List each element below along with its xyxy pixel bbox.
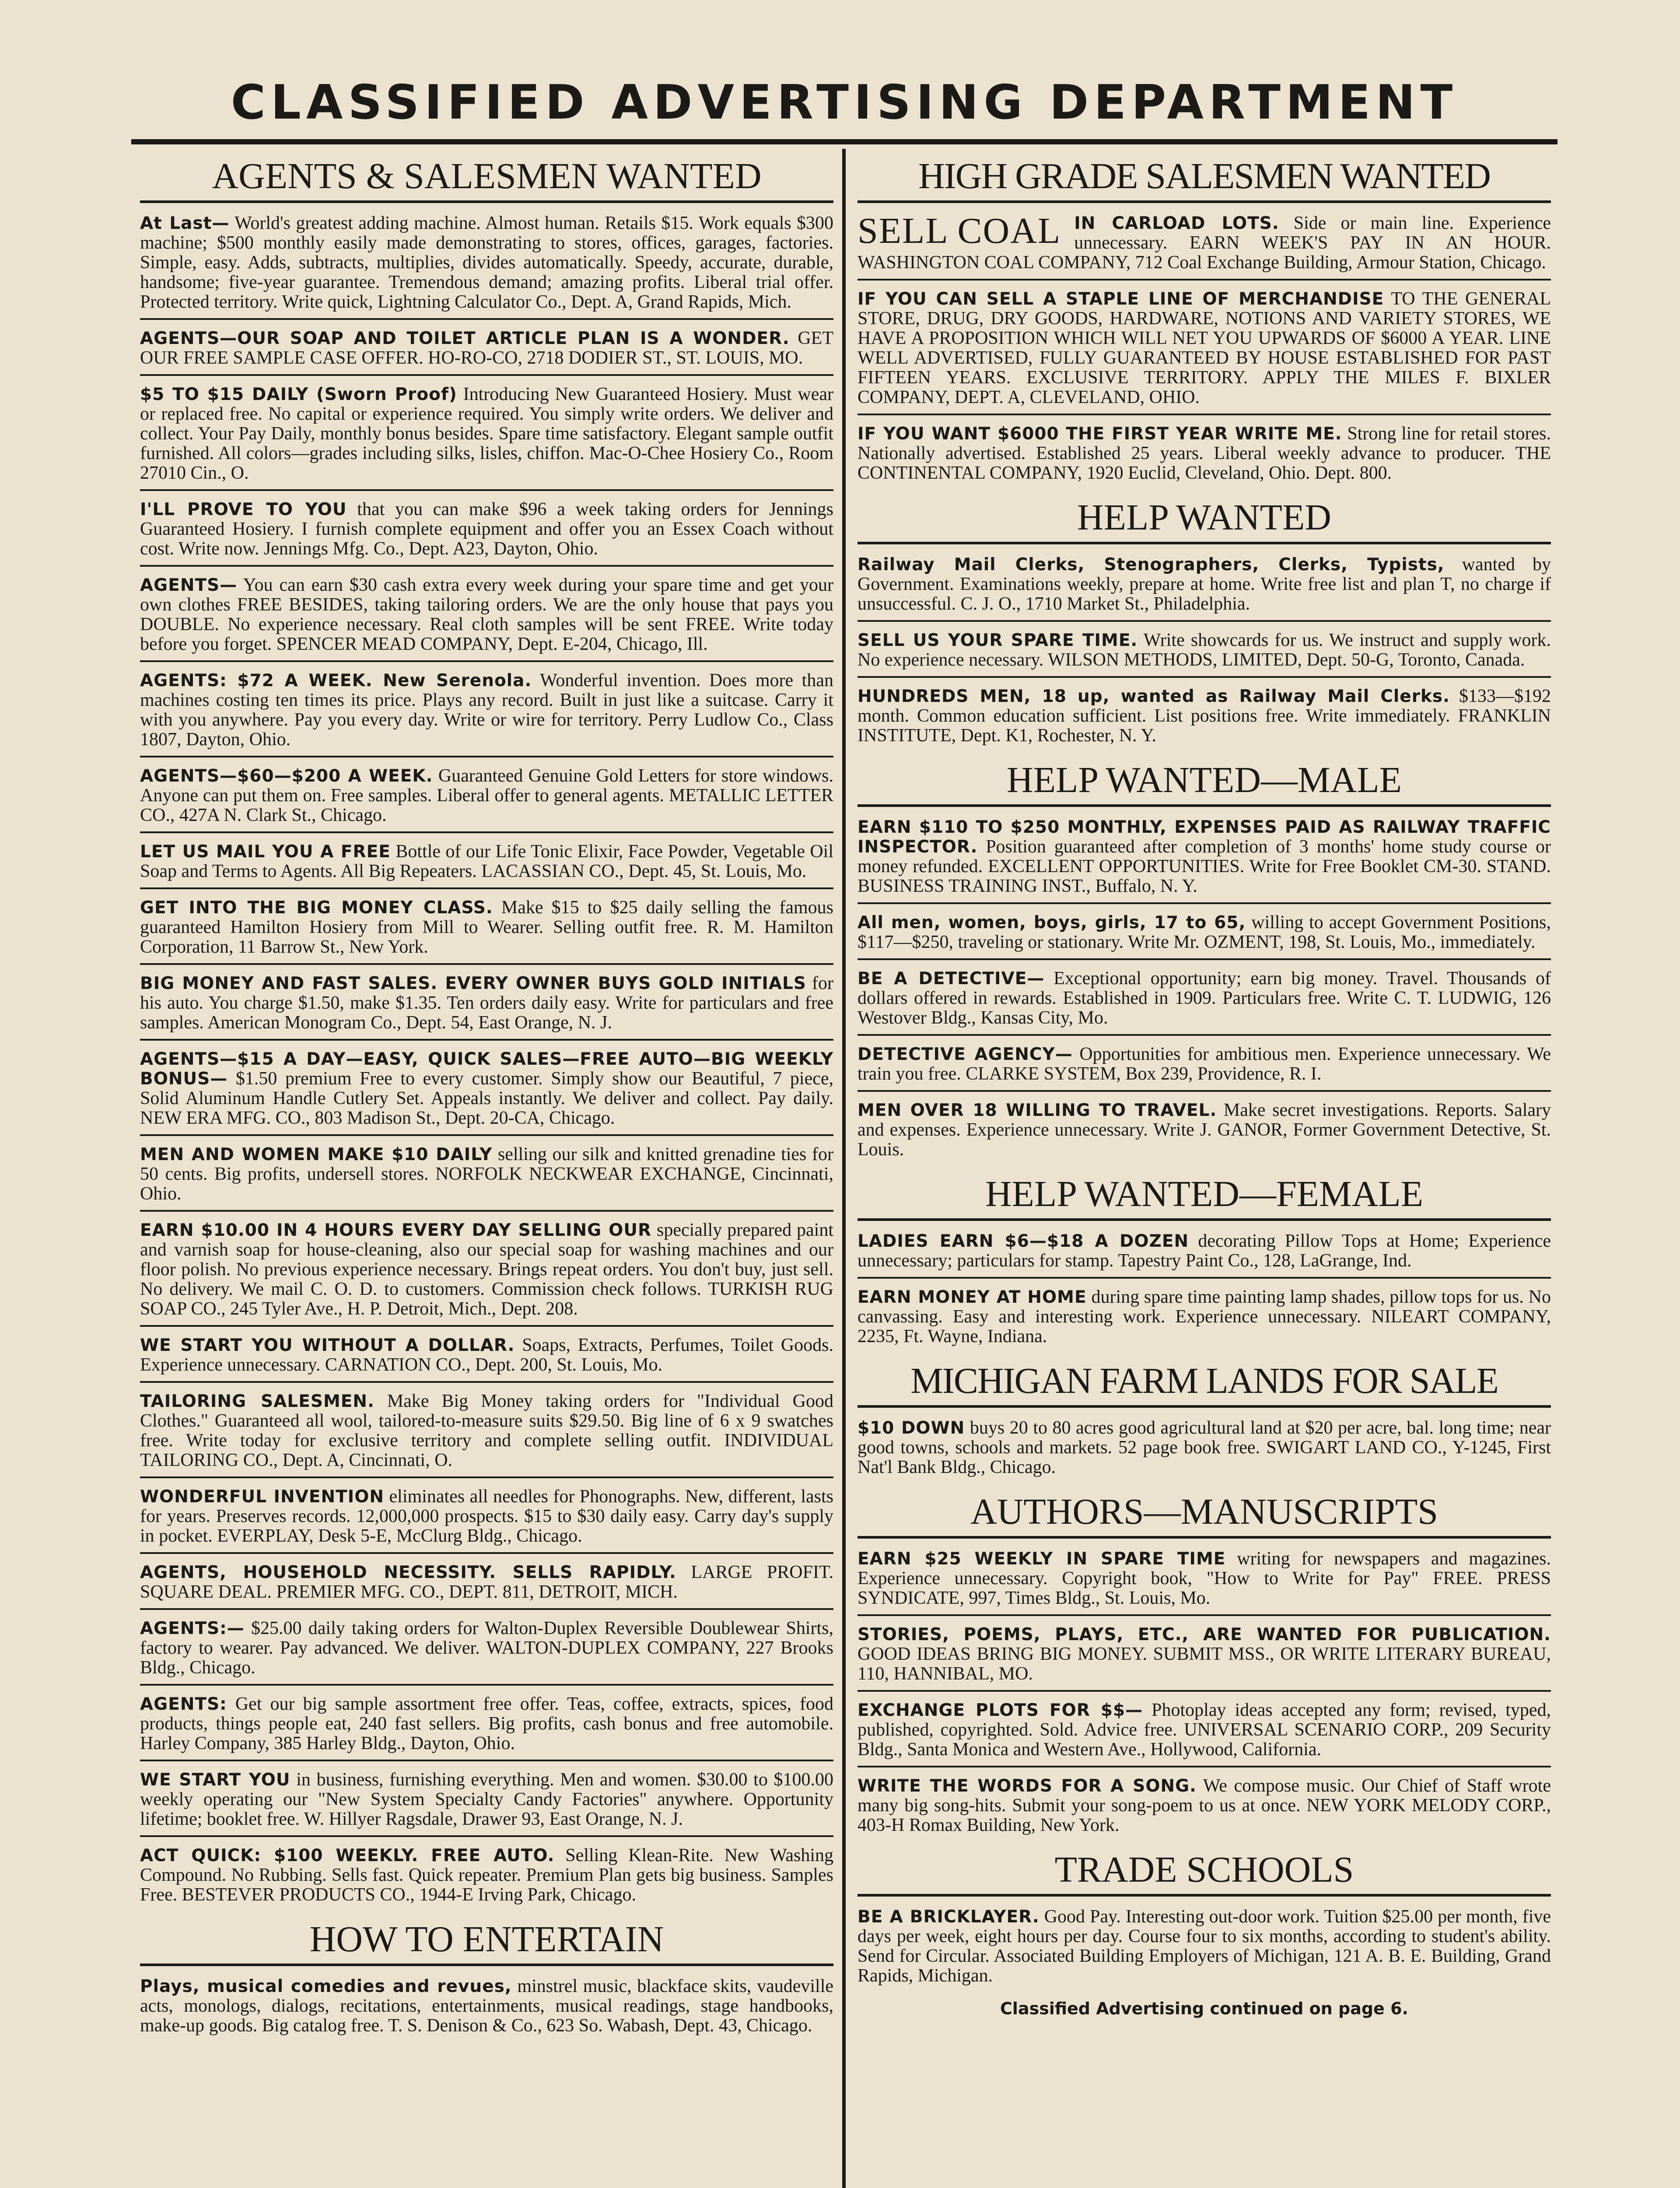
classified-ad [858, 285, 1551, 415]
ad-body: GET OUR FREE SAMPLE CASE OFFER. HO-RO-CO, 2718 DODIER ST., ST. LOUIS, MO. [140, 328, 833, 368]
ad-lead: IF YOU WANT $6000 THE FIRST YEAR WRITE ME. [858, 424, 1342, 444]
section-heading: AUTHORS—MANUSCRIPTS [858, 1488, 1551, 1539]
section-heading: HELP WANTED—FEMALE [858, 1170, 1551, 1221]
classified-ad [140, 1331, 833, 1383]
ad-lead: MEN OVER 18 WILLING TO TRAVEL. [858, 1101, 1217, 1120]
ad-body: Bottle of our Life Tonic Elixir, Face Powder, Vegetable Oil Soap and Terms to Agents. All Big Repeaters. LACASSIAN CO., Dept. 45, St. Louis, Mo. [140, 842, 833, 881]
classified-ad [858, 626, 1551, 678]
ad-list [140, 1972, 833, 2042]
ad-lead: AGENTS:— [140, 1619, 245, 1638]
classified-ad [858, 1096, 1551, 1166]
ad-lead: At Last— [140, 214, 230, 233]
ad-lead: AGENTS, HOUSEHOLD NECESSITY. SELLS RAPIDLY. [140, 1563, 676, 1582]
classified-ad [858, 1414, 1551, 1483]
classified-ad [140, 1387, 833, 1478]
section-agents-salesmen [140, 152, 833, 1911]
ad-body: $133—$192 month. Common education sufficient. List positions free. Write immediately. FRANKLIN INSTITUTE, Dept. K1, Rochester, N. Y. [858, 686, 1551, 746]
classified-ad [140, 894, 833, 965]
ad-body: during spare time painting lamp shades, pillow tops for us. No canvassing. Easy and interesting work. Experience unnecessary. NILEART COMPANY, 2235, Ft. Wayne, Indiana. [858, 1287, 1551, 1346]
ad-lead: STORIES, POEMS, PLAYS, ETC., ARE WANTED FOR PUBLICATION. [858, 1625, 1551, 1645]
ad-lead: EXCHANGE PLOTS FOR $$— [858, 1701, 1143, 1720]
page-title: CLASSIFIED ADVERTISING DEPARTMENT [231, 75, 1458, 130]
section-authors-manuscripts [858, 1488, 1551, 1841]
ad-body: World's greatest adding machine. Almost human. Retails $15. Work equals $300 machine; $500 monthly easily made demonstrating to stores, offices, garages, factories. Simple, easy. Adds, subtracts, multiplies, divides automatically. Speedy, accurate, durable, handsome; five-year guarantee. Tremendous demand; amazing profits. Liberal trial offer. Protected territory. Write quick, Lightning Calculator Co., Dept. A, Grand Rapids, Mich. [140, 213, 833, 312]
ad-lead: EARN MONEY AT HOME [858, 1287, 1087, 1307]
classified-ad [140, 1766, 833, 1837]
classified-ad [140, 380, 833, 491]
ad-lead: WONDERFUL INVENTION [140, 1487, 385, 1507]
ad-list [858, 551, 1551, 752]
ad-body: Make Big Money taking orders for "Individual Good Clothes." Guaranteed all wool, tailored-to-measure suits $29.50. Big line of 6 x 9 swatches free. Write today for exclusive territory and complete selling outfit. INDIVIDUAL TAILORING CO., Dept. A, Cincinnati, O. [140, 1391, 833, 1470]
classified-ad [858, 908, 1551, 960]
ad-body: Exceptional opportunity; earn big money. Travel. Thousands of dollars offered in rewards. Established in 1909. Particulars free. Write C. T. LUDWIG, 126 Westover Bldg., Kansas City, Mo. [858, 968, 1551, 1028]
section-help-wanted [858, 494, 1551, 752]
classified-ad [140, 1558, 833, 1610]
ad-body: You can earn $30 cash extra every week during your spare time and get your own clothes FREE BESIDES, taking tailoring orders. We are the only house that pays you DOUBLE. No experience necessary. Real cloth samples will be sent FREE. Write today before you forget. SPENCER MEAD COMPANY, Dept. E-204, Chicago, Ill. [140, 575, 833, 654]
classified-ad [140, 666, 833, 757]
ad-body: Make $15 to $25 daily selling the famous guaranteed Hamilton Hosiery from Mill to Wearer. Selling outfit free. R. M. Hamilton Corporation, 11 Barrow St., New York. [140, 898, 833, 957]
ad-lead: AGENTS: $72 A WEEK. New Serenola. [140, 671, 532, 691]
classified-ad [140, 209, 833, 320]
ad-body: $1.50 premium Free to every customer. Simply show our Beautiful, 7 piece, Solid Aluminum Handle Cutlery Set. Appeals instantly. We deliver and collect. Pay daily. NEW ERA MFG. CO., 803 Madison St., Dept. 20-CA, Chicago. [140, 1069, 833, 1128]
ad-lead: LADIES EARN $6—$18 A DOZEN [858, 1231, 1189, 1251]
section-heading: HELP WANTED [858, 494, 1551, 544]
ad-lead: AGENTS—$60—$200 A WEEK. [140, 766, 433, 786]
ad-lead: BE A BRICKLAYER. [858, 1907, 1040, 1927]
classified-ad [858, 964, 1551, 1036]
ad-body: that you can make $96 a week taking orders for Jennings Guaranteed Hosiery. I furnish complete equipment and offer you an Essex Coach without cost. Write now. Jennings Mfg. Co., Dept. A23, Dayton, Ohio. [140, 499, 833, 559]
ad-lead: TAILORING SALESMEN. [140, 1392, 374, 1411]
ad-body: specially prepared paint and varnish soap for house-cleaning, also our special soap for washing machines and our floor polish. No previous experience necessary. Brings repeat orders. You don't buy, just sell. No delivery. We mail C. O. D. to customers. Commission check follows. TURKISH RUG SOAP CO., 245 Tyler Ave., H. P. Detroit, Mich., Dept. 208. [140, 1220, 833, 1319]
section-michigan-farm-lands [858, 1357, 1551, 1483]
ad-lead: EARN $10.00 IN 4 HOURS EVERY DAY SELLING OUR [140, 1220, 652, 1240]
classified-ad [858, 682, 1551, 752]
ad-body: Get our big sample assortment free offer. Teas, coffee, extracts, spices, food products, things people eat, 240 fast sellers. Big profits, cash bonus and free automobile. Harley Company, 385 Harley Bldg., Dayton, Ohio. [140, 1694, 833, 1753]
ad-lead: SELL US YOUR SPARE TIME. [858, 631, 1138, 650]
classified-ad [858, 1620, 1551, 1692]
ad-lead: AGENTS—OUR SOAP AND TOILET ARTICLE PLAN IS A WONDER. [140, 329, 790, 348]
ad-body: Side or main line. Experience unnecessary. EARN WEEK'S PAY IN AN HOUR. WASHINGTON COAL COMPANY, 712 Coal Exchange Building, Armour Station, Chicago. [858, 213, 1551, 273]
ad-body: Soaps, Extracts, Perfumes, Toilet Goods. Experience unnecessary. CARNATION CO., Dept. 200, St. Louis, Mo. [140, 1335, 833, 1375]
classified-ad [140, 762, 833, 833]
classified-ad [140, 495, 833, 567]
classified-ad [140, 1140, 833, 1212]
ad-sublead: IN CARLOAD LOTS. [1074, 214, 1279, 233]
ad-list [858, 285, 1551, 489]
ad-body: writing for newspapers and magazines. Experience unnecessary. Copyright book, "How to Write for Pay" FREE. PRESS SYNDICATE, 997, Times Bldg., St. Louis, Mo. [858, 1549, 1551, 1608]
section-help-wanted-male [858, 756, 1551, 1166]
classified-ad [858, 1772, 1551, 1841]
classified-ad [140, 1216, 833, 1327]
ad-lead: BE A DETECTIVE— [858, 969, 1045, 989]
ad-lead: ACT QUICK: $100 WEEKLY. FREE AUTO. [140, 1846, 555, 1865]
ad-body: buys 20 to 80 acres good agricultural land at $20 per acre, bal. long time; near good towns, schools and markets. 52 page book free. SWIGART LAND CO., Y-1245, First Nat'l Bank Bldg., Chicago. [858, 1418, 1551, 1477]
title-rule [131, 139, 1558, 144]
ad-body: selling our silk and knitted grenadine ties for 50 cents. Big profits, undersell stores. NORFOLK NECKWEAR EXCHANGE, Cincinnati, Ohio. [140, 1144, 833, 1204]
ad-lead: BIG MONEY AND FAST SALES. EVERY OWNER BUYS GOLD INITIALS [140, 974, 806, 993]
ad-lead: All men, women, boys, girls, 17 to 65, [858, 913, 1246, 933]
section-how-to-entertain [140, 1915, 833, 2042]
ad-list [858, 1903, 1551, 1992]
classified-ad [858, 1545, 1551, 1616]
ad-lead: Plays, musical comedies and revues, [140, 1977, 512, 1996]
ad-body: willing to accept Government Positions, $117—$250, traveling or stationary. Write Mr. OZMENT, 198, St. Louis, Mo., immediately. [858, 912, 1551, 952]
ad-lead: MEN AND WOMEN MAKE $10 DAILY [140, 1145, 493, 1164]
ad-body: wanted by Government. Examinations weekly, prepare at home. Write free list and plan T, no charge if unsuccessful. C. J. O., 1710 Market St., Philadelphia. [858, 554, 1551, 614]
classified-ad [140, 1841, 833, 1911]
ad-body: TO THE GENERAL STORE, DRUG, DRY GOODS, HARDWARE, NOTIONS AND VARIETY STORES, WE HAVE A PROPOSITION WHICH WILL NET YOU UPWARDS OF $6000 A YEAR. LINE WELL ADVERTISED, FULLY GUARANTEED BY HOUSE ESTABLISHED FOR PAST FIFTEEN YEARS. EXCLUSIVE TERRITORY. APPLY THE MILES F. BIXLER COMPANY, DEPT. A, CLEVELAND, OHIO. [858, 289, 1551, 407]
classified-ad [140, 1690, 833, 1761]
left-column [140, 149, 833, 2188]
classified-ad [140, 1045, 833, 1136]
ad-body: GOOD IDEAS BRING BIG MONEY. SUBMIT MSS., OR WRITE LITERARY BUREAU, 110, HANNIBAL, MO. [858, 1644, 1551, 1684]
classified-ad [858, 813, 1551, 904]
ad-body: Opportunities for ambitious men. Experience unnecessary. We train you free. CLARKE SYSTEM, Box 239, Providence, R. I. [858, 1044, 1551, 1084]
ad-body: Photoplay ideas accepted any form; revised, typed, published, copyrighted. Sold. Advice free. UNIVERSAL SCENARIO CORP., 209 Security Bldg., Santa Monica and Western Ave., Hollywood, California. [858, 1700, 1551, 1760]
ad-lead: SELL COAL [858, 210, 1061, 251]
classified-ad [858, 1227, 1551, 1279]
ad-lead: WE START YOU [140, 1770, 290, 1790]
section-heading: MICHIGAN FARM LANDS FOR SALE [858, 1357, 1551, 1408]
ad-lead: WRITE THE WORDS FOR A SONG. [858, 1776, 1197, 1796]
ad-list [858, 1227, 1551, 1353]
ad-body: Guaranteed Genuine Gold Letters for store windows. Anyone can put them on. Free samples. Liberal offer to general agents. METALLIC LETTER CO., 427A N. Clark St., Chicago. [140, 766, 833, 825]
section-heading: HOW TO ENTERTAIN [140, 1915, 833, 1966]
ad-lead: DETECTIVE AGENCY— [858, 1045, 1073, 1064]
classified-ad [858, 1696, 1551, 1767]
ad-body: Selling Klean-Rite. New Washing Compound. No Rubbing. Sells fast. Quick repeater. Premium Plan gets big business. Samples Free. BESTEVER PRODUCTS CO., 1944-E Irving Park, Chicago. [140, 1845, 833, 1905]
ad-list [140, 209, 833, 1911]
classified-ad [140, 1614, 833, 1686]
section-heading: HELP WANTED—MALE [858, 756, 1551, 807]
ad-body: decorating Pillow Tops at Home; Experience unnecessary; particulars for stamp. Tapestry Paint Co., 128, LaGrange, Ind. [858, 1231, 1551, 1271]
section-heading: TRADE SCHOOLS [858, 1846, 1551, 1897]
ad-body: Write showcards for us. We instruct and supply work. No experience necessary. WILSON METHODS, LIMITED, Dept. 50-G, Toronto, Canada. [858, 630, 1551, 670]
classified-ad [858, 1903, 1551, 1992]
ad-body: Strong line for retail stores. Nationally advertised. Established 25 years. Liberal weekly advance to producer. THE CONTINENTAL COMPANY, 1920 Euclid, Cleveland, Ohio. Dept. 800. [858, 424, 1551, 483]
classified-ad [858, 209, 1551, 281]
ad-list [858, 1414, 1551, 1483]
ad-lead: HUNDREDS MEN, 18 up, wanted as Railway Mail Clerks. [858, 687, 1450, 706]
column-divider [842, 149, 846, 2188]
classified-ad [858, 420, 1551, 489]
ad-body: for his auto. You charge $1.50, make $1.35. Ten orders daily easy. Write for particulars and free samples. American Monogram Co., Dept. 54, East Orange, N. J. [140, 973, 833, 1033]
classified-ad [858, 551, 1551, 622]
ad-lead: Railway Mail Clerks, Stenographers, Clerks, Typists, [858, 555, 1445, 575]
classified-ad [140, 838, 833, 889]
classified-ad [140, 969, 833, 1041]
ad-body: in business, furnishing everything. Men and women. $30.00 to $100.00 weekly operating our "New System Specialty Candy Factories" anywhere. Opportunity lifetime; booklet free. W. Hillyer Ragsdale, Drawer 93, East Orange, N. J. [140, 1770, 833, 1829]
ad-lead: IF YOU CAN SELL A STAPLE LINE OF MERCHANDISE [858, 289, 1384, 309]
right-column [858, 149, 1551, 2188]
classified-ad [858, 1283, 1551, 1353]
ad-lead: GET INTO THE BIG MONEY CLASS. [140, 898, 493, 918]
ad-lead: I'LL PROVE TO YOU [140, 500, 347, 519]
ad-body: LARGE PROFIT. SQUARE DEAL. PREMIER MFG. CO., DEPT. 811, DETROIT, MICH. [140, 1562, 833, 1602]
ad-body: Position guaranteed after completion of 3 months' home study course or money refunded. EXCELLENT OPPORTUNITIES. Write for Free Booklet CM-30. STAND. BUSINESS TRAINING INST., Buffalo, N. Y. [858, 837, 1551, 896]
ad-body: Introducing New Guaranteed Hosiery. Must wear or replaced free. No capital or experience required. You simply write orders. We deliver and collect. Your Pay Daily, monthly bonus besides. Spare time satisfactory. Elegant sample outfit furnished. All colors—grades including silks, lisles, chiffon. Mac-O-Chee Hosiery Co., Room 27010 Cin., O. [140, 384, 833, 483]
ad-lead: AGENTS— [140, 575, 238, 595]
ad-list [858, 1545, 1551, 1841]
ad-body: Good Pay. Interesting out-door work. Tuition $25.00 per month, five days per week, eight hours per day. Course four to six months, according to student's ability. Send for Circular. Associated Building Employers of Michigan, 121 A. B. E. Building, Grand Rapids, Michigan. [858, 1907, 1551, 1986]
ad-lead: WE START YOU WITHOUT A DOLLAR. [140, 1336, 515, 1355]
section-high-grade-salesmen [858, 152, 1551, 489]
section-trade-schools [858, 1846, 1551, 2018]
ad-body: eliminates all needles for Phonographs. New, different, lasts for years. Preserves records. 12,000,000 prospects. $15 to $30 daily easy. Carry day's supply in pocket. EVERPLAY, Desk 5-E, McClurg Bldg., Chicago. [140, 1487, 833, 1546]
section-heading: AGENTS & SALESMEN WANTED [140, 152, 833, 203]
ad-lead: AGENTS—$15 A DAY—EASY, QUICK SALES—FREE AUTO—BIG WEEKLY BONUS— [140, 1049, 833, 1089]
classified-ad [140, 1972, 833, 2042]
classified-ad [140, 1483, 833, 1554]
section-help-wanted-female [858, 1170, 1551, 1353]
section-heading: HIGH GRADE SALESMEN WANTED [858, 152, 1551, 203]
ad-lead: $5 TO $15 DAILY (Sworn Proof) [140, 385, 457, 404]
ad-body: Make secret investigations. Reports. Salary and expenses. Experience unnecessary. Write J. GANOR, Former Government Detective, St. Louis. [858, 1100, 1551, 1160]
ad-lead: EARN $25 WEEKLY IN SPARE TIME [858, 1549, 1226, 1569]
ad-body: Wonderful invention. Does more than machines costing ten times its price. Plays any record. Built in just like a suitcase. Carry it with you anywhere. Pay you every day. Write or wire for territory. Perry Ludlow Co., Class 1807, Dayton, Ohio. [140, 670, 833, 750]
ad-lead: EARN $110 TO $250 MONTHLY, EXPENSES PAID AS RAILWAY TRAFFIC INSPECTOR. [858, 817, 1551, 857]
ad-lead: LET US MAIL YOU A FREE [140, 842, 391, 862]
ad-lead: $10 DOWN [858, 1418, 965, 1438]
ad-lead: AGENTS: [140, 1694, 227, 1714]
classified-ad [140, 571, 833, 662]
ad-body: minstrel music, blackface skits, vaudeville acts, monologs, dialogs, recitations, entertainments, musical readings, stage handbooks, make-up goods. Big catalog free. T. S. Denison & Co., 623 So. Wabash, Dept. 43, Chicago. [140, 1976, 833, 2036]
classified-ad [858, 1040, 1551, 1092]
continued-note: Classified Advertising continued on page 6. [1000, 1999, 1408, 2018]
ad-list [858, 813, 1551, 1166]
ad-body: $25.00 daily taking orders for Walton-Duplex Reversible Doublewear Shirts, factory to wearer. Pay advanced. We deliver. WALTON-DUPLEX COMPANY, 227 Brooks Bldg., Chicago. [140, 1618, 833, 1678]
classified-ad [140, 324, 833, 376]
ad-body: We compose music. Our Chief of Staff wrote many big song-hits. Submit your song-poem to us at once. NEW YORK MELODY CORP., 403-H Romax Building, New York. [858, 1776, 1551, 1835]
